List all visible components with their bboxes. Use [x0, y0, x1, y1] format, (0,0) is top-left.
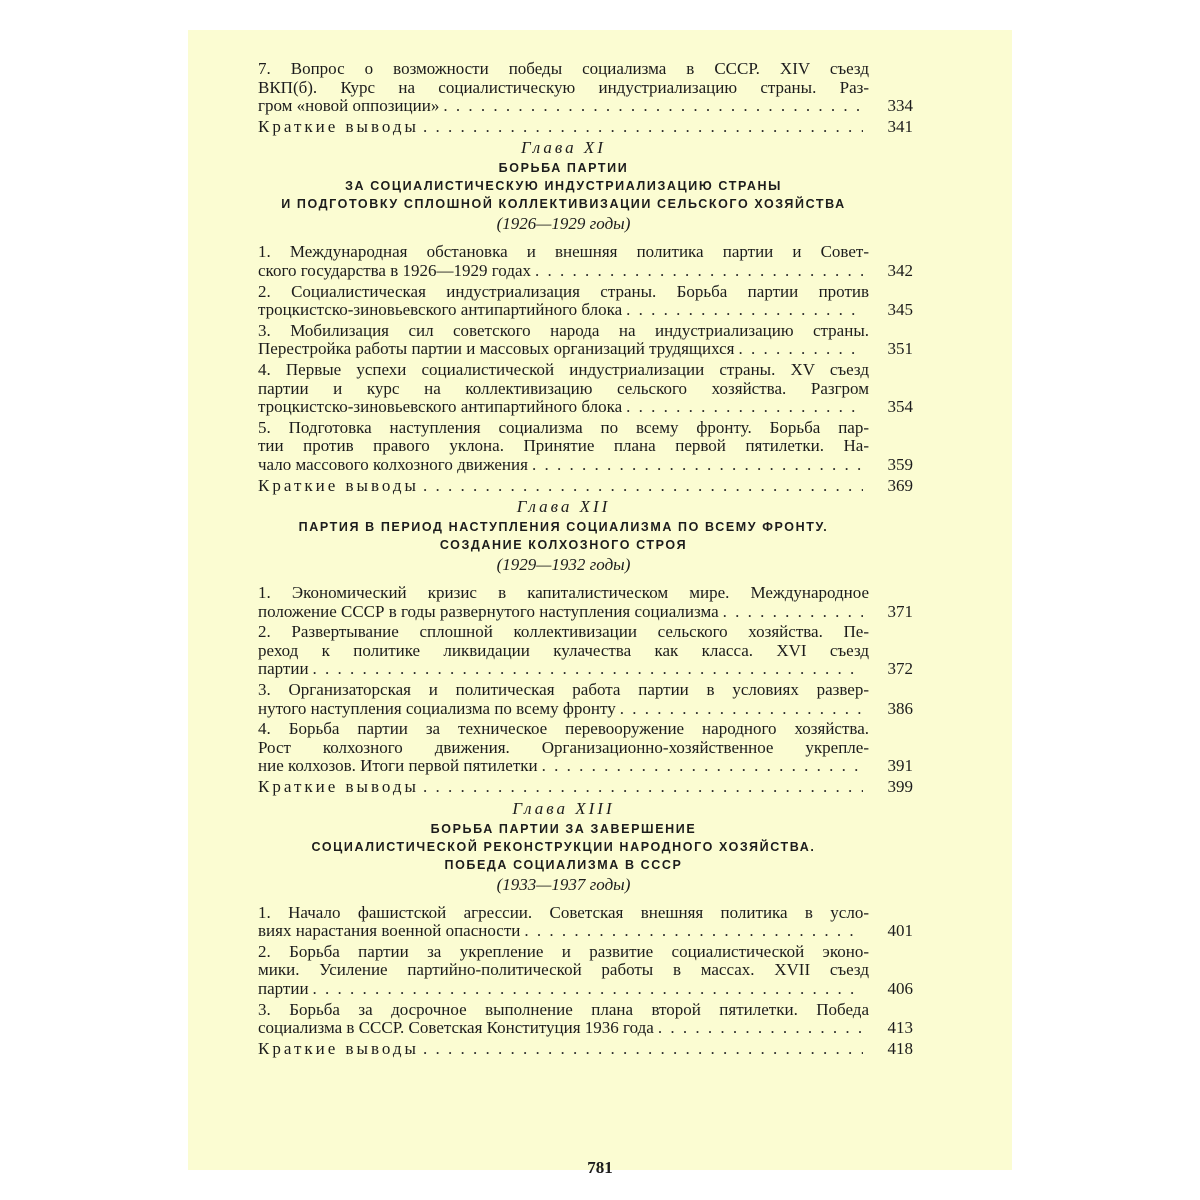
toc-entry-ch13-item2[interactable]	[258, 942, 913, 999]
page-ref: 401	[887, 921, 913, 941]
entry-last-line	[258, 601, 913, 622]
entry-last-line	[258, 698, 913, 719]
leader-dots	[723, 603, 863, 622]
entry-line: 2. Социалистическая индустриализация страны. Борьба партии против	[258, 282, 869, 301]
table-of-contents	[258, 60, 913, 1060]
chapter-title-line: ПАРТИЯ В ПЕРИОД НАСТУПЛЕНИЯ СОЦИАЛИЗМА ПО ВСЕМУ ФРОНТУ.	[298, 520, 829, 535]
entry-line: партии	[258, 659, 309, 679]
page-number: 781	[587, 1158, 613, 1177]
chapter-years: (1926—1929 годы)	[496, 214, 631, 234]
page-ref: 372	[887, 659, 913, 679]
entry-line: нутого наступления социализма по всему фронту	[258, 698, 616, 718]
entry-last-line	[258, 1038, 913, 1059]
leader-dots	[313, 980, 863, 999]
entry-line: тии против правого уклона. Принятие плана первой пятилетки. На-	[258, 437, 869, 456]
chapter-title-line: СОЗДАНИЕ КОЛХОЗНОГО СТРОЯ	[439, 538, 688, 553]
entry-last-line	[258, 96, 913, 116]
entry-line: партии и курс на коллективизацию сельского хозяйства. Разгром	[258, 379, 869, 398]
leader-dots	[423, 118, 863, 137]
toc-entry-ch11-item5[interactable]	[258, 418, 913, 475]
entry-line: троцкистско-зиновьевского антипартийного блока	[258, 397, 623, 417]
entry-line: чало массового колхозного движения	[258, 454, 528, 474]
entry-line: ского государства в 1926—1929 годах	[258, 260, 532, 280]
toc-entry-ch12-item2[interactable]	[258, 623, 913, 679]
entry-line: 7. Вопрос о возможности победы социализма в СССР. XIV съезд	[258, 60, 869, 78]
entry-line: Рост колхозного движения. Организационно-хозяйственное укрепле-	[258, 738, 869, 757]
page-ref: 334	[887, 96, 913, 116]
entry-line: 2. Развертывание сплошной коллективизации сельского хозяйства. Пе-	[258, 623, 869, 642]
entry-line: 1. Экономический кризис в капиталистическом мире. Международное	[258, 584, 869, 603]
entry-line: 3. Мобилизация сил советского народа на индустриализацию страны.	[258, 321, 869, 340]
toc-entry-ch11-item4[interactable]	[258, 360, 913, 417]
leader-dots	[620, 700, 863, 719]
entry-line: Перестройка работы партии и массовых организаций трудящихся	[258, 339, 735, 359]
book-page	[188, 30, 1012, 1177]
leader-dots	[532, 456, 863, 475]
chapter-title-line: И ПОДГОТОВКУ СПЛОШНОЙ КОЛЛЕКТИВИЗАЦИИ СЕЛЬСКОГО ХОЗЯЙСТВА	[281, 197, 846, 212]
summary-label: Краткие выводы	[258, 777, 419, 797]
leader-dots	[738, 340, 863, 359]
chapter-label: Глава XI	[521, 138, 606, 158]
entry-line: 5. Подготовка наступления социализма по всему фронту. Борьба пар-	[258, 418, 869, 437]
entry-line: реход к политике ликвидации кулачества как класса. XVI съезд	[258, 641, 869, 660]
leader-dots	[423, 477, 863, 496]
chapter-title-line: БОРЬБА ПАРТИИ	[498, 161, 629, 176]
entry-last-line	[258, 921, 913, 941]
entry-line: положение СССР в годы развернутого наступления социализма	[258, 601, 719, 621]
entry-last-line	[258, 979, 913, 999]
chapter-heading-13	[258, 799, 869, 895]
entry-line: партии	[258, 979, 309, 998]
entry-last-line	[258, 116, 913, 137]
toc-entry-ch12-item1[interactable]	[258, 584, 913, 621]
entry-last-line	[258, 475, 913, 496]
chapter-title-line: ЗА СОЦИАЛИСТИЧЕСКУЮ ИНДУСТРИАЛИЗАЦИЮ СТРАНЫ	[345, 179, 782, 194]
entry-last-line	[258, 260, 913, 281]
entry-line: 1. Международная обстановка и внешняя политика партии и Совет-	[258, 243, 869, 262]
page-ref: 418	[887, 1038, 913, 1058]
toc-entry-ch11-item2[interactable]	[258, 282, 913, 320]
entry-last-line	[258, 339, 913, 359]
entry-line: 4. Борьба партии за техническое перевооружение народного хозяйства.	[258, 720, 869, 739]
toc-summary-ch10[interactable]	[258, 116, 913, 137]
toc-entry-ch11-item1[interactable]	[258, 243, 913, 280]
entry-line: виях нарастания военной опасности	[258, 921, 521, 941]
page-ref: 399	[887, 777, 913, 797]
entry-last-line	[258, 777, 913, 797]
summary-label: Краткие выводы	[258, 1038, 419, 1058]
toc-entry-ch11-item3[interactable]	[258, 321, 913, 359]
chapter-heading-12	[258, 497, 869, 575]
page-ref: 391	[887, 756, 913, 776]
toc-entry-ch12-item3[interactable]	[258, 681, 913, 718]
leader-dots	[542, 757, 863, 776]
leader-dots	[423, 1040, 863, 1059]
entry-line: 4. Первые успехи социалистической индустриализации страны. XV съезд	[258, 360, 869, 379]
toc-entry-ch13-item3[interactable]	[258, 1000, 913, 1038]
page-ref: 386	[887, 698, 913, 718]
entry-last-line	[258, 300, 913, 320]
chapter-heading-11	[258, 138, 869, 234]
entry-last-line	[258, 397, 913, 417]
page-ref: 359	[887, 454, 913, 474]
page-ref: 345	[887, 300, 913, 320]
entry-line: 3. Борьба за досрочное выполнение плана второй пятилетки. Победа	[258, 1000, 869, 1019]
page-ref: 351	[887, 339, 913, 359]
chapter-years: (1929—1932 годы)	[496, 555, 631, 575]
toc-entry-ch13-item1[interactable]	[258, 903, 913, 941]
chapter-label: Глава XII	[516, 497, 611, 517]
chapter-title-line: ПОБЕДА СОЦИАЛИЗМА В СССР	[444, 857, 683, 872]
entry-line: 2. Борьба партии за укрепление и развитие социалистической эконо-	[258, 942, 869, 961]
leader-dots	[443, 97, 863, 116]
page-ref: 371	[887, 601, 913, 621]
leader-dots	[524, 922, 863, 941]
leader-dots	[658, 1019, 863, 1038]
chapter-years: (1933—1937 годы)	[496, 874, 631, 894]
entry-line: троцкистско-зиновьевского антипартийного блока	[258, 300, 623, 320]
toc-summary-ch13[interactable]	[258, 1038, 913, 1059]
summary-label: Краткие выводы	[258, 116, 419, 136]
page-ref: 413	[887, 1018, 913, 1038]
leader-dots	[535, 262, 863, 281]
leader-dots	[626, 398, 863, 417]
entry-line: 3. Организаторская и политическая работа партии в условиях развер-	[258, 681, 869, 700]
entry-line: ние колхозов. Итоги первой пятилетки	[258, 756, 538, 776]
page-ref: 341	[887, 116, 913, 136]
leader-dots	[626, 301, 863, 320]
toc-summary-ch12[interactable]	[258, 777, 913, 797]
leader-dots	[313, 660, 863, 679]
chapter-title-line: БОРЬБА ПАРТИИ ЗА ЗАВЕРШЕНИЕ	[430, 821, 697, 836]
entry-line: социализма в СССР. Советская Конституция 1936 года	[258, 1018, 654, 1038]
entry-last-line	[258, 756, 913, 776]
page-ref: 406	[887, 979, 913, 998]
entry-last-line	[258, 1018, 913, 1038]
summary-label: Краткие выводы	[258, 475, 419, 495]
entry-line: ВКП(б). Курс на социалистическую индустриализацию страны. Раз-	[258, 78, 869, 97]
entry-line: гром «новой оппозиции»	[258, 96, 440, 116]
chapter-label: Глава XIII	[512, 798, 615, 818]
page-ref: 354	[887, 397, 913, 417]
toc-entry-ch10-item7[interactable]	[258, 60, 913, 116]
entry-last-line	[258, 659, 913, 679]
entry-last-line	[258, 454, 913, 475]
toc-entry-ch12-item4[interactable]	[258, 720, 913, 776]
toc-summary-ch11[interactable]	[258, 475, 913, 496]
page-ref: 342	[887, 260, 913, 280]
entry-line: 1. Начало фашистской агрессии. Советская внешняя политика в усло-	[258, 903, 869, 922]
page-ref: 369	[887, 475, 913, 495]
entry-line: мики. Усиление партийно-политической работы в массах. XVII съезд	[258, 961, 869, 980]
leader-dots	[423, 778, 863, 797]
chapter-title-line: СОЦИАЛИСТИЧЕСКОЙ РЕКОНСТРУКЦИИ НАРОДНОГО ХОЗЯЙСТВА.	[311, 839, 816, 854]
